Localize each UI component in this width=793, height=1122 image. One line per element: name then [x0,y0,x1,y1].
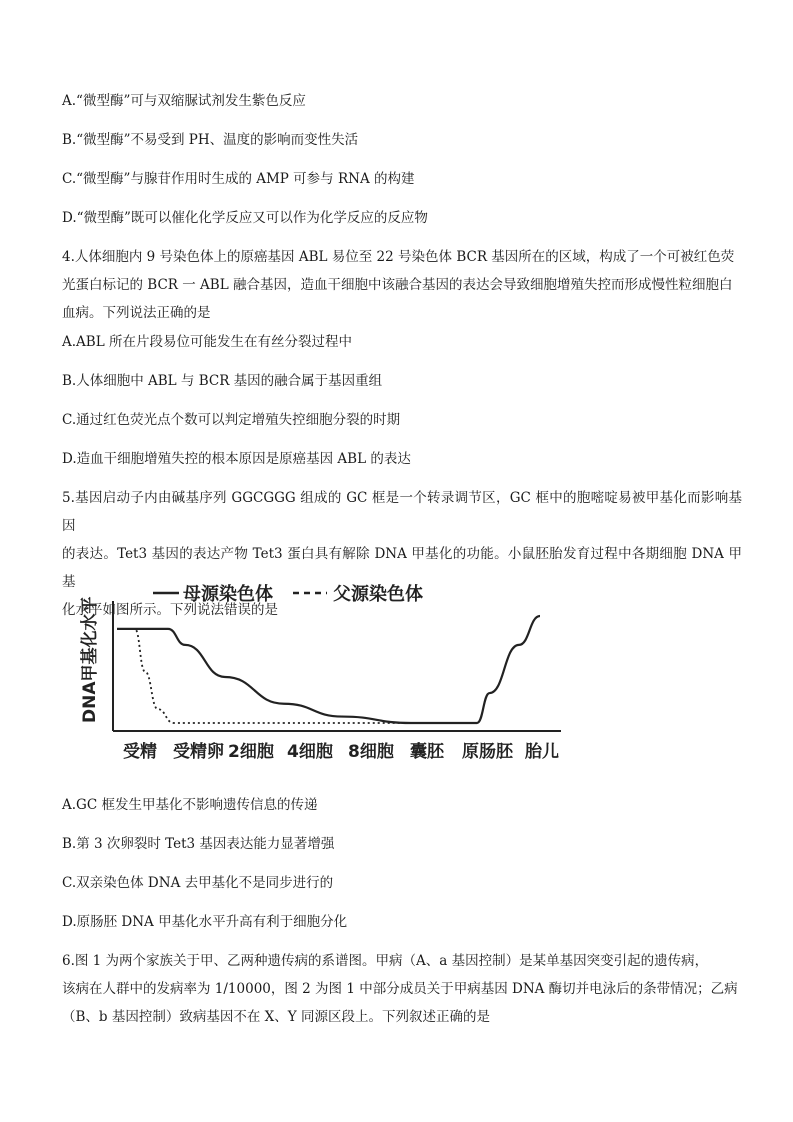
q4-option-a: A.ABL 所在片段易位可能发生在有丝分裂过程中 [62,334,352,350]
y-axis-label: DNA甲基化水平 [80,596,100,723]
x-tick-label: 胎儿 [525,742,559,762]
x-tick-labels [123,741,559,762]
q3-option-a: A.“微型酶”可与双缩脲试剂发生紫色反应 [62,93,306,109]
q4-option-b: B.人体细胞中 ABL 与 BCR 基因的融合属于基因重组 [62,373,383,389]
x-tick-label: 4细胞 [287,742,333,762]
legend-maternal: 母源染色体 [183,584,273,605]
q3-option-c: C.“微型酶”与腺苷作用时生成的 AMP 可参与 RNA 的构建 [62,171,415,187]
q6-stem-line: 6.图 1 为两个家族关于甲、乙两种遗传病的系谱图。甲病（A、a 基因控制）是某单基因突变引起的遗传病， [62,953,709,969]
q5-option-d: D.原肠胚 DNA 甲基化水平升高有利于细胞分化 [62,914,348,930]
methylation-chart [65,573,565,768]
q5-option-a: A.GC 框发生甲基化不影响遗传信息的传递 [62,797,318,813]
x-tick-label: 2细胞 [228,742,274,762]
q6-stem [62,947,742,1031]
q6-stem-line: （B、b 基因控制）致病基因不在 X、Y 同源区段上。下列叙述正确的是 [62,1009,490,1025]
q3-option-d: D.“微型酶”既可以催化化学反应又可以作为化学反应的反应物 [62,210,428,226]
x-tick-label: 原肠胚 [462,742,513,762]
q4-option-c: C.通过红色荧光点个数可以判定增殖失控细胞分裂的时期 [62,412,401,428]
series-paternal-line [117,629,411,723]
x-tick-label: 8细胞 [348,742,394,762]
series-layer [117,616,540,723]
q4-option-d: D.造血干细胞增殖失控的根本原因是原癌基因 ABL 的表达 [62,451,411,467]
q5-stem-line: 的表达。Tet3 基因的表达产物 Tet3 蛋白具有解除 DNA 甲基化的功能。小鼠胚胎发育过程中各期细胞 DNA 甲基 [62,546,742,590]
q4-stem-line: 光蛋白标记的 BCR 一 ABL 融合基因，造血干细胞中该融合基因的表达会导致细胞增殖失控而形成慢性粒细胞白 [62,277,733,293]
legend-paternal: 父源染色体 [333,584,423,605]
q5-stem-line: 化水平如图所示。下列说法错误的是 [62,602,278,618]
x-tick-label: 囊胚 [410,742,444,762]
x-tick-label: 受精卵 [173,742,224,762]
q4-stem [62,243,742,327]
q4-stem-line: 4.人体细胞内 9 号染色体上的原癌基因 ABL 易位至 22 号染色体 BCR 基因所在的区域，构成了一个可被红色荧 [62,249,735,265]
q5-option-b: B.第 3 次卵裂时 Tet3 基因表达能力显著增强 [62,836,335,852]
q5-option-c: C.双亲染色体 DNA 去甲基化不是同步进行的 [62,875,334,891]
series-maternal-line [117,616,540,723]
q6-stem-line: 该病在人群中的发病率为 1/10000，图 2 为图 1 中部分成员关于甲病基因 DNA 酶切并电泳后的条带情况；乙病 [62,981,738,997]
q4-stem-line: 血病。下列说法正确的是 [62,305,211,321]
q3-option-b: B.“微型酶”不易受到 PH、温度的影响而变性失活 [62,132,359,148]
q5-stem-line: 5.基因启动子内由碱基序列 GGCGGG 组成的 GC 框是一个转录调节区，GC 框中的胞嘧啶易被甲基化而影响基因 [62,490,742,534]
x-tick-label: 受精 [123,742,157,762]
